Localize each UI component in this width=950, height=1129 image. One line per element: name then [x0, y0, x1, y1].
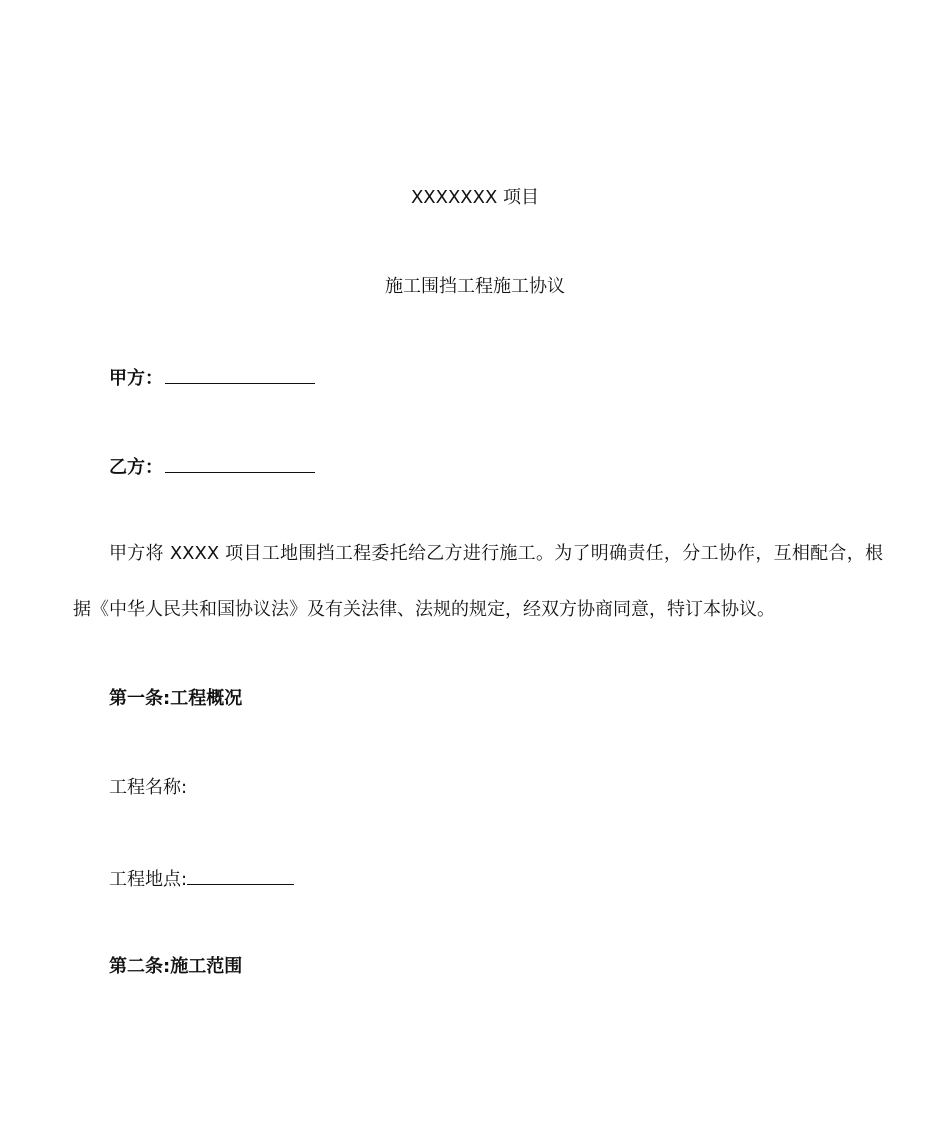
intro-paragraph: 甲方将 XXXX 项目工地围挡工程委托给乙方进行施工。为了明确责任，分工协作，互相配合，根据《中华人民共和国协议法》及有关法律、法规的规定，经双方协商同意，特订本协议。 — [73, 543, 883, 620]
project-location-row — [109, 866, 294, 892]
party-b-blank — [165, 454, 315, 473]
party-a-label: 甲方： — [109, 368, 163, 389]
party-a-blank — [165, 365, 315, 384]
article-1-heading: 第一条:工程概况 — [109, 688, 243, 709]
party-b-row — [109, 454, 315, 480]
agreement-title: 施工围挡工程施工协议 — [385, 276, 565, 297]
project-location-blank — [187, 866, 294, 885]
project-title: XXXXXXX 项目 — [410, 187, 540, 208]
project-name-row — [109, 776, 187, 800]
article-2-heading: 第二条:施工范围 — [109, 956, 243, 977]
party-b-label: 乙方： — [109, 457, 163, 478]
project-name-label: 工程名称: — [109, 777, 188, 798]
party-a-row — [109, 365, 315, 391]
project-location-label: 工程地点: — [109, 869, 188, 890]
